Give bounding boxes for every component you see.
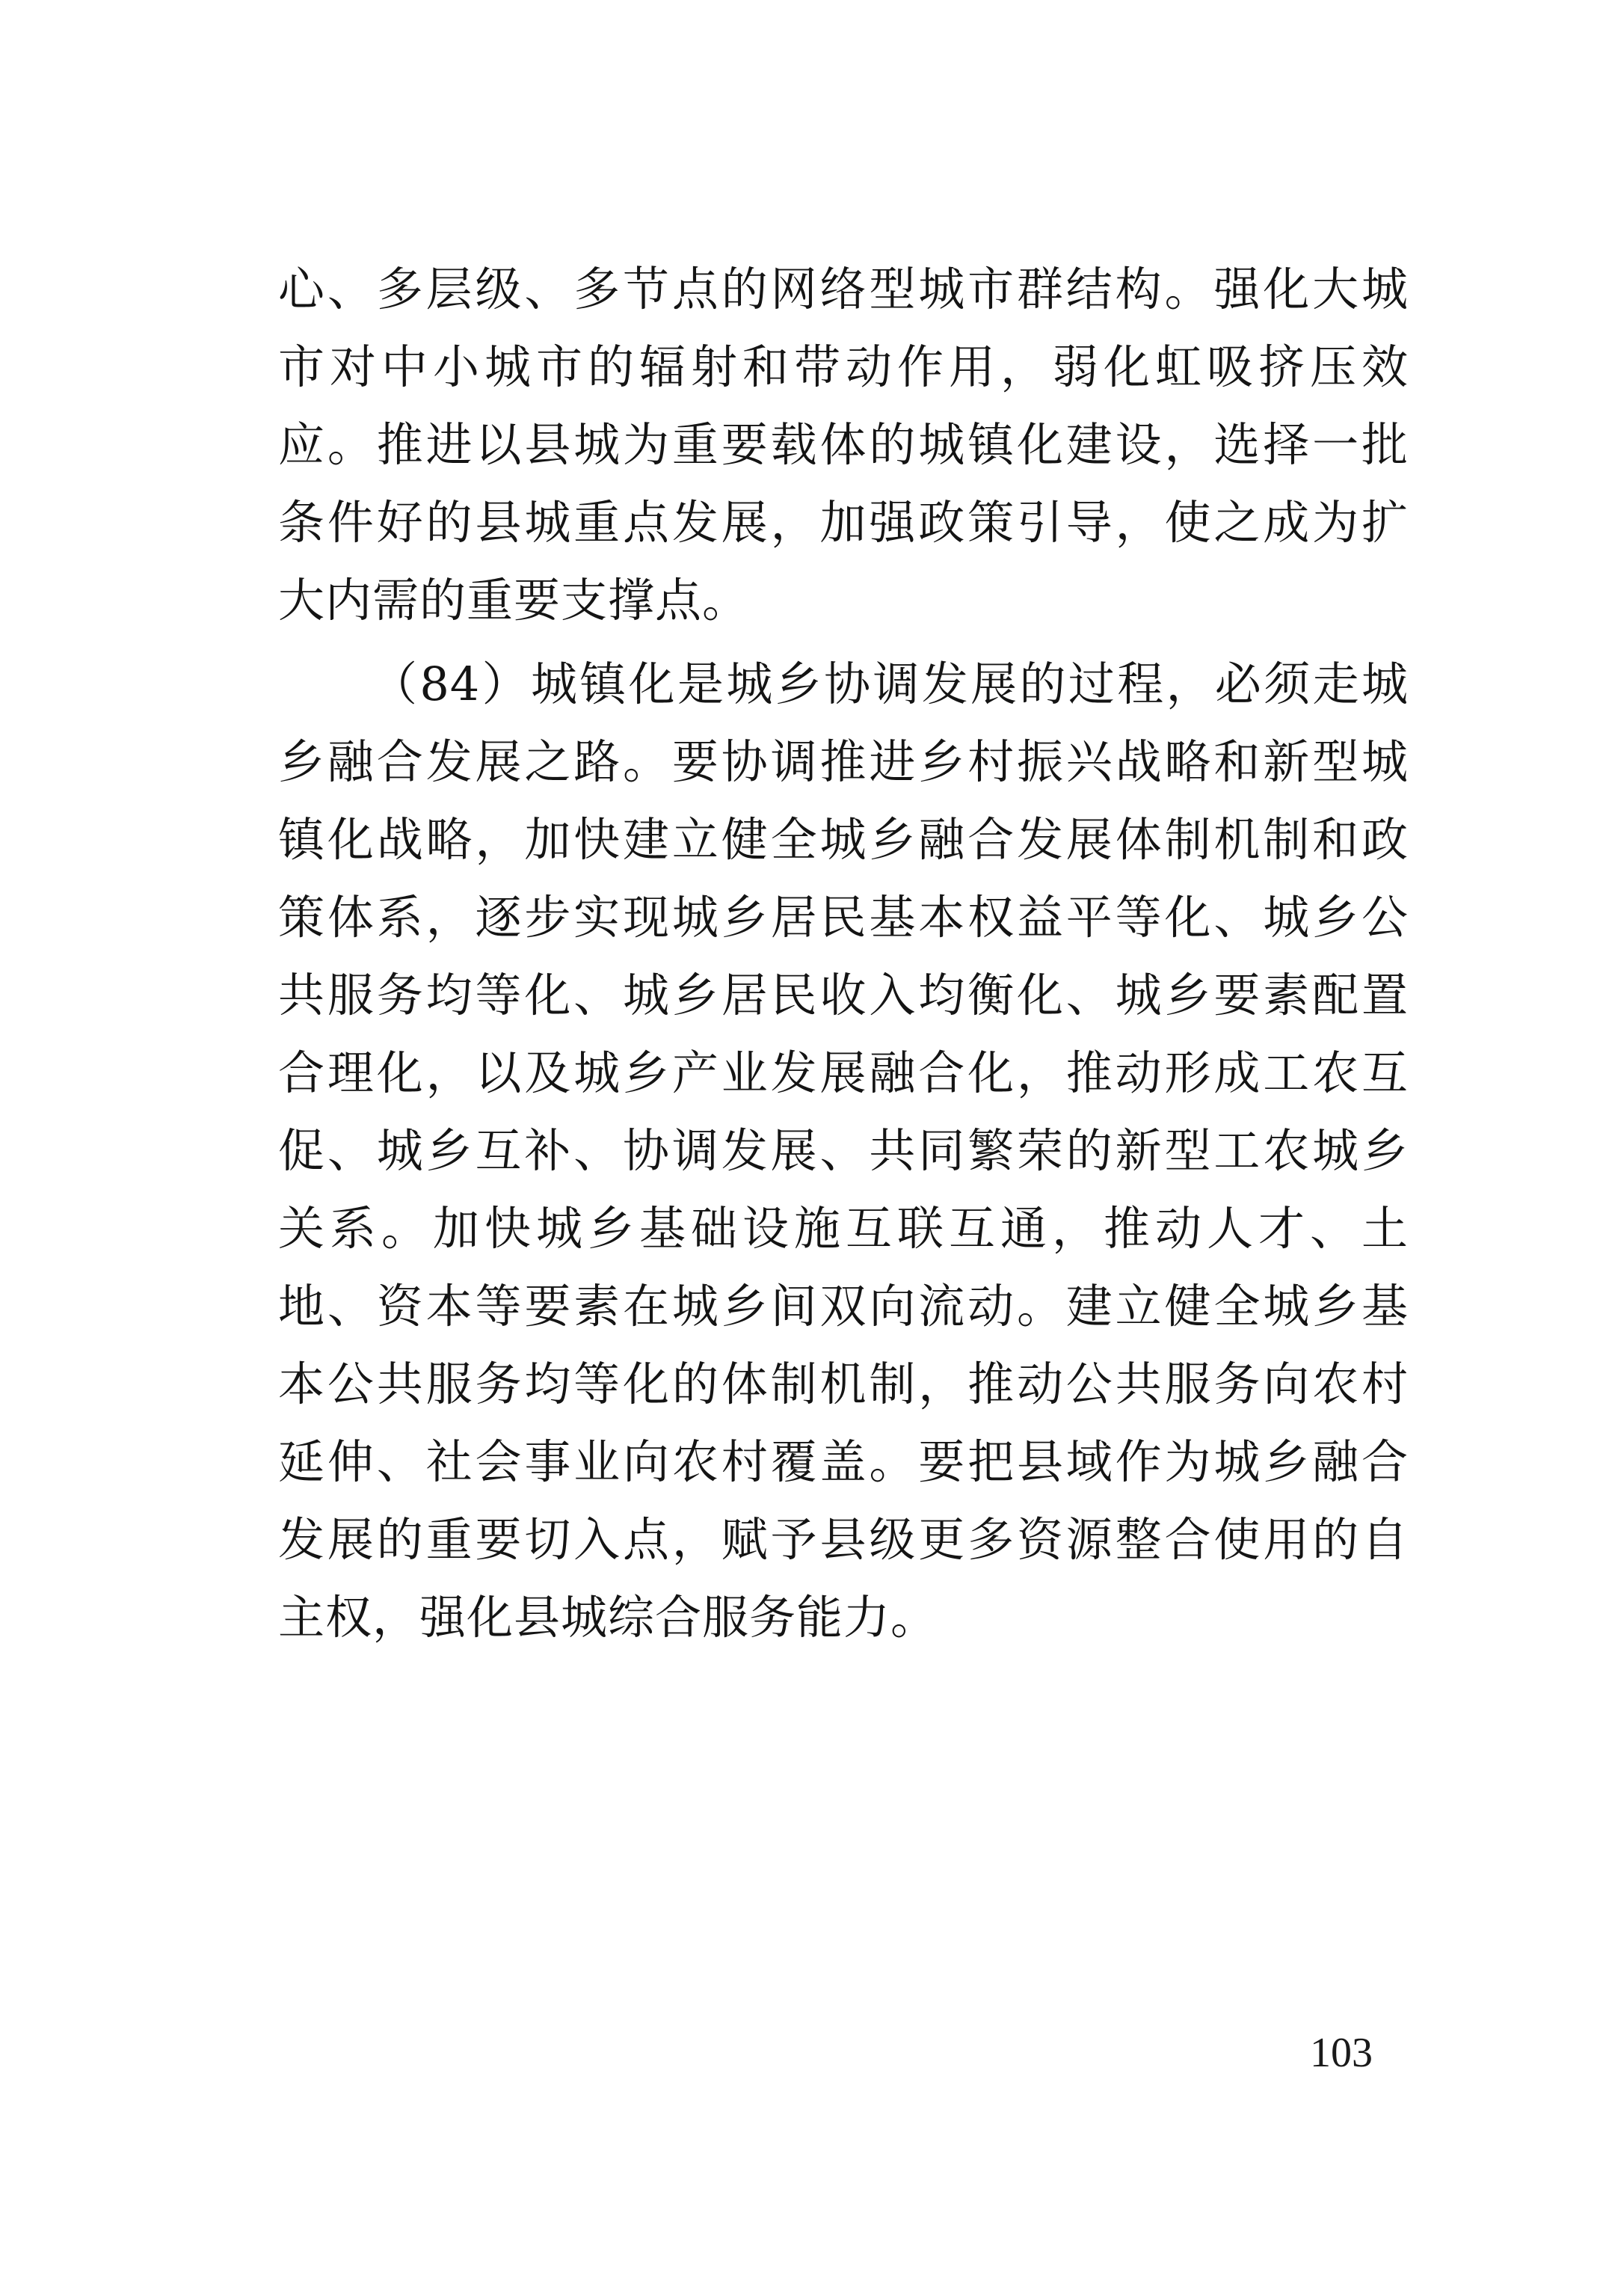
body-text (278, 251, 1409, 1657)
paragraph-84 (278, 645, 1409, 1657)
text-line: 镇化战略，加快建立健全城乡融合发展体制机制和政 (278, 812, 1409, 867)
text-line: 关系。加快城乡基础设施互联互通，推动人才、土 (278, 1201, 1409, 1256)
paragraph-1 (278, 251, 1409, 639)
text-line: 应。推进以县城为重要载体的城镇化建设，选择一批 (278, 417, 1409, 472)
text-line: 促、城乡互补、协调发展、共同繁荣的新型工农城乡 (278, 1123, 1409, 1178)
text-line: 共服务均等化、城乡居民收入均衡化、城乡要素配置 (278, 968, 1409, 1022)
text-line: 发展的重要切入点，赋予县级更多资源整合使用的自 (278, 1512, 1409, 1567)
text-line: 延伸、社会事业向农村覆盖。要把县域作为城乡融合 (278, 1434, 1409, 1489)
text-line: 主权，强化县城综合服务能力。 (278, 1590, 938, 1645)
page-number: 103 (1310, 2030, 1373, 2076)
paragraph-gap (278, 639, 1409, 645)
text-line: 乡融合发展之路。要协调推进乡村振兴战略和新型城 (278, 734, 1409, 789)
text-line: 市对中小城市的辐射和带动作用，弱化虹吸挤压效 (278, 340, 1409, 394)
text-line: 本公共服务均等化的体制机制，推动公共服务向农村 (278, 1357, 1409, 1411)
text-line: 地、资本等要素在城乡间双向流动。建立健全城乡基 (278, 1279, 1409, 1333)
text-line: 大内需的重要支撑点。 (278, 573, 750, 627)
text-line: 条件好的县城重点发展，加强政策引导，使之成为扩 (278, 495, 1409, 550)
text-line: 合理化，以及城乡产业发展融合化，推动形成工农互 (278, 1046, 1409, 1100)
text-line: （84）城镇化是城乡协调发展的过程，必须走城 (371, 657, 1409, 711)
text-line: 策体系，逐步实现城乡居民基本权益平等化、城乡公 (278, 890, 1409, 945)
text-line: 心、多层级、多节点的网络型城市群结构。强化大城 (278, 262, 1409, 316)
